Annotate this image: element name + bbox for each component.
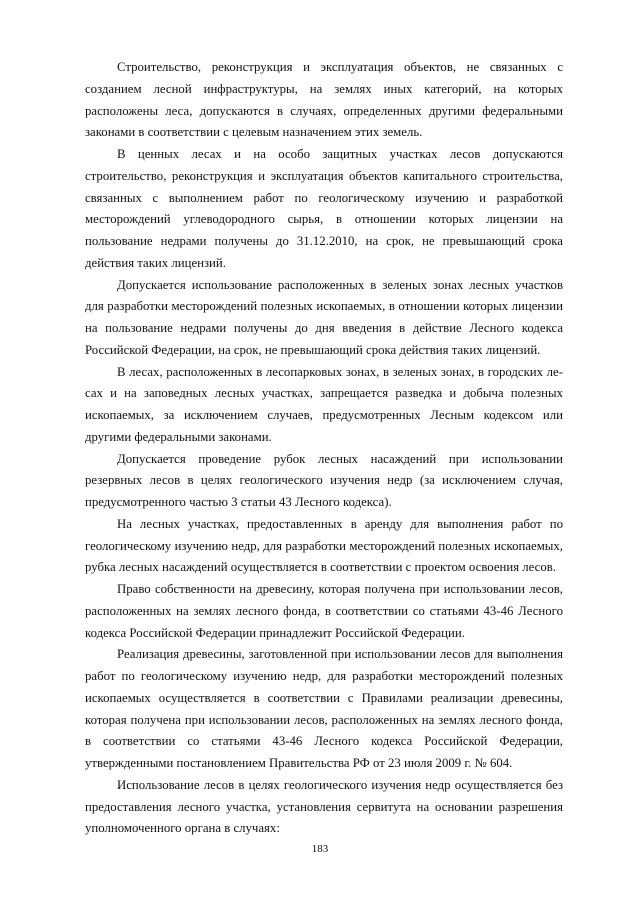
paragraph: Реализация древесины, заготовленной при использовании лесов для выполнения работ по геологическому изучению недр, для разработки месторождений полезных ископаемых осуществляется в соответствии с Правилами реализации древесины, которая получена при использовании лесов, расположенных на землях лесного фонда, в соответствии со статьями 43-46 Лесного кодекса Российской Федерации, утвержденными постановлением Правительства РФ от 23 июля 2009 г. № 604. — [85, 647, 563, 770]
paragraph: В ценных лесах и на особо защитных участках лесов допускаются строительство, реконструкция и эксплуатация объектов капитального строительства, связанных с выполнением работ по геологическому изучению и разработкой месторождений углеводородного сырья, в отношении которых лицензии на пользование недрами получены до 31.12.2010, на срок, не превышающий срока действия таких лицензий. — [85, 147, 563, 270]
paragraph: Допускается использование расположенных в зеленых зонах лесных участков для разработки месторождений полезных ископаемых, в отношении которых лицензии на пользование недрами получены до дня введения в действие Лесного кодекса Российской Федерации, на срок, не превышающий срока действия таких лицензий. — [85, 277, 563, 357]
paragraph: На лесных участках, предоставленных в аренду для выполнения работ по геологическому изучению недр, для разработки месторождений полезных ископаемых, рубка лесных насаждений осуществляется в соответствии с проектом освоения лесов. — [85, 516, 563, 575]
paragraph: Право собственности на древесину, которая получена при использовании лесов, расположенных на землях лесного фонда, в соответствии со статьями 43-46 Лесного кодекса Российской Федерации принадлежит Российской Федерации. — [85, 582, 563, 640]
paragraph: Строительство, реконструкция и эксплуатация объектов, не связанных с созданием лесной инфраструктуры, на землях иных категорий, на которых расположены леса, допускаются в случаях, определенных другими федеральными законами в соответствии с целевым назначением этих земель. — [85, 60, 563, 140]
page-number: 183 — [311, 843, 329, 855]
body-text — [85, 57, 563, 840]
paragraph: В лесах, расположенных в лесопарковых зонах, в зеленых зонах, в городских лесах и на заповедных лесных участках, запрещается разведка и добыча полезных ископаемых, за исключением случаев, предусмотренных Лесным кодексом или другими федеральными законами. — [85, 364, 563, 444]
paragraph: Использование лесов в целях геологического изучения недр осуществляется без предоставления лесного участка, установления сервитута на основании разрешения уполномоченного органа в случаях: — [85, 777, 563, 836]
paragraph: Допускается проведение рубок лесных насаждений при использовании резервных лесов в целях геологического изучения недр (за исключением случая, предусмотренного частью 3 статьи 43 Лесного кодекса). — [85, 451, 563, 509]
